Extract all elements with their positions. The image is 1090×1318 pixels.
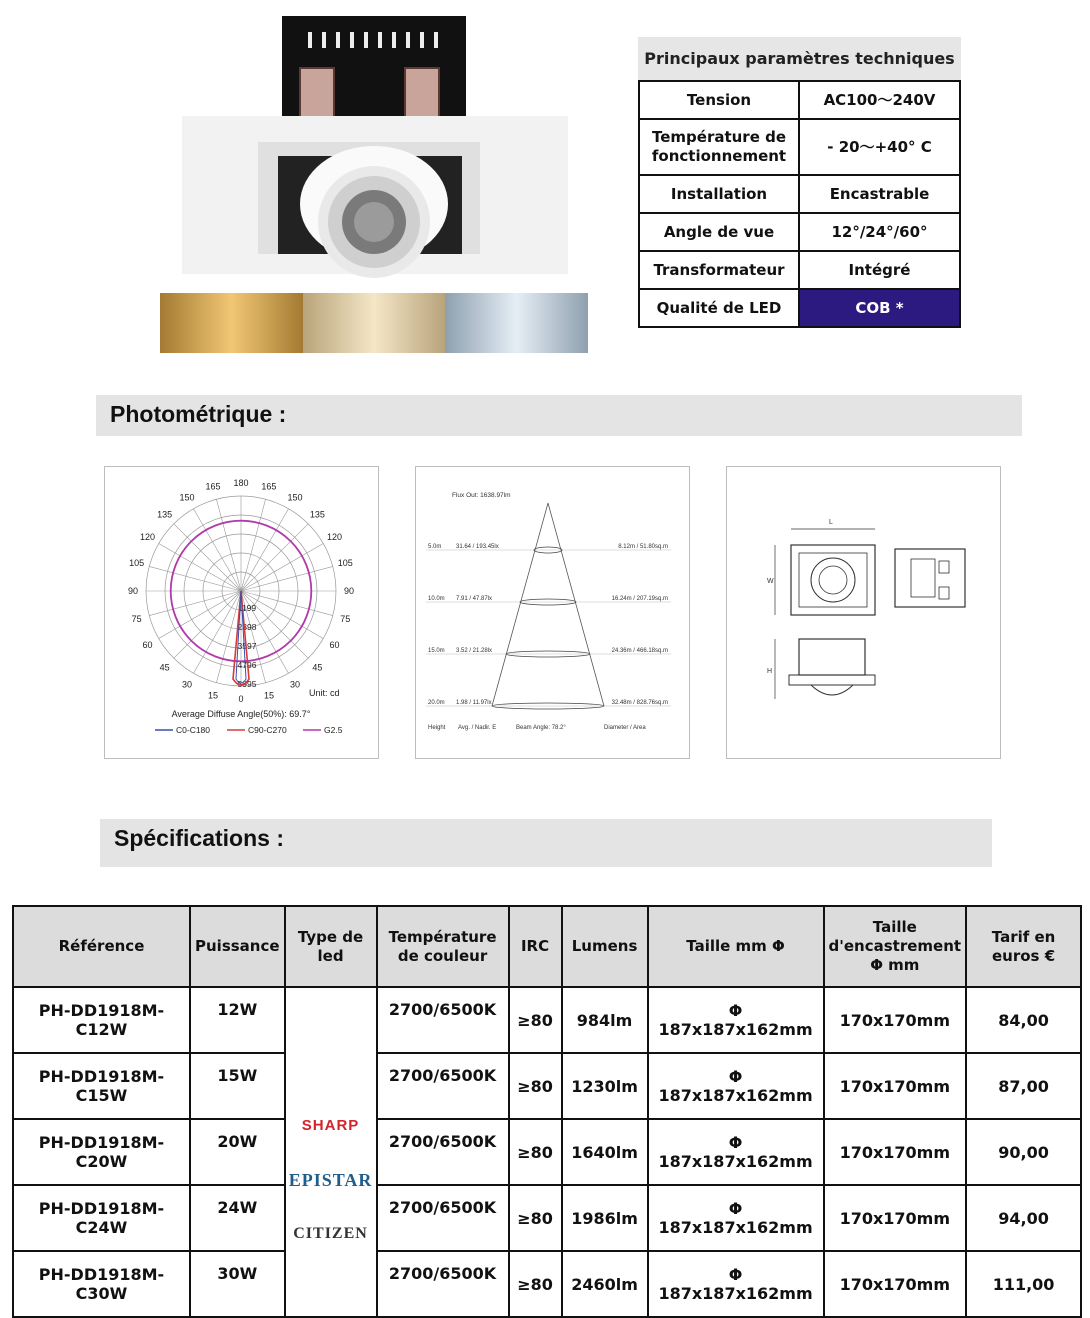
- polar-unit-label: Unit: cd: [309, 688, 340, 698]
- front-view-lens: [811, 685, 853, 695]
- spec-price: 87,00: [966, 1053, 1081, 1119]
- top-view-lens-outer: [811, 558, 855, 602]
- spec-irc: ≥80: [509, 1251, 562, 1317]
- param-row: [639, 289, 960, 327]
- spec-header: Tarif en euros €: [966, 906, 1081, 987]
- spec-power: 15W: [190, 1053, 285, 1119]
- cone-illuminance-label: 1.98 / 11.97lx: [456, 700, 492, 706]
- diffuse-angle-text: Average Diffuse Angle(50%): 69.7°: [171, 709, 311, 719]
- spec-ref: PH-DD1918M-C24W: [13, 1185, 190, 1251]
- sharp-logo: SHARP: [301, 1117, 360, 1134]
- cone-illuminance-label: 3.52 / 21.28lx: [456, 648, 493, 654]
- cone-footer-label: Diameter / Area: [604, 725, 646, 731]
- polar-angle-label: 165: [205, 481, 221, 492]
- spec-cut: 170x170mm: [824, 1251, 967, 1317]
- cone-height-label: 15.0m: [428, 648, 445, 654]
- spec-row: [13, 1251, 1081, 1317]
- downlight-illustration: [160, 16, 590, 296]
- polar-angle-label: 15: [263, 690, 274, 701]
- spec-irc: ≥80: [509, 987, 562, 1053]
- param-value: - 20～+40° C: [799, 119, 960, 175]
- spec-row: [13, 1053, 1081, 1119]
- legend-label: G2.5: [324, 725, 343, 735]
- spec-lumens: 1230lm: [562, 1053, 648, 1119]
- polar-angle-label: 30: [181, 679, 193, 690]
- polar-radial-label: 5995: [237, 679, 257, 689]
- illuminance-cone-diagram: [415, 466, 690, 759]
- legend-label: C90-C270: [248, 725, 287, 735]
- epistar-logo: EPISTAR: [288, 1170, 373, 1190]
- spec-row: [13, 1185, 1081, 1251]
- polar-angle-label: 30: [289, 679, 301, 690]
- polar-angle-label: 60: [142, 640, 153, 650]
- dimension-drawing: [726, 466, 1001, 759]
- spec-header: Lumens: [562, 906, 648, 987]
- citizen-logo: CITIZEN: [293, 1225, 368, 1242]
- spec-price: 94,00: [966, 1185, 1081, 1251]
- color-temperature-swatches: [160, 293, 588, 353]
- cone-height-label: 5.0m: [428, 544, 442, 550]
- param-label: Transformateur: [639, 251, 799, 289]
- spec-cut: 170x170mm: [824, 987, 967, 1053]
- spec-header: Température de couleur: [377, 906, 509, 987]
- param-label: Température de fonctionnement: [639, 119, 799, 175]
- spec-temp: 2700/6500K: [377, 1251, 509, 1317]
- param-row: [639, 251, 960, 289]
- spec-power: 20W: [190, 1119, 285, 1185]
- param-label: Tension: [639, 81, 799, 119]
- spec-irc: ≥80: [509, 1119, 562, 1185]
- polar-angle-label: 60: [329, 640, 340, 650]
- polar-angle-label: 15: [208, 690, 219, 701]
- cone-footer-label: Avg. / Nadir. E: [458, 725, 497, 731]
- side-view-driver: [911, 559, 935, 597]
- spec-ref: PH-DD1918M-C12W: [13, 987, 190, 1053]
- spec-row: [13, 987, 1081, 1053]
- polar-angle-label: 135: [309, 509, 325, 520]
- param-row: [639, 175, 960, 213]
- spec-size: Φ 187x187x162mm: [648, 1251, 824, 1317]
- specifications-table: [12, 905, 1082, 1318]
- param-row: [639, 213, 960, 251]
- technical-parameters: [638, 37, 961, 328]
- spec-lumens: 984lm: [562, 987, 648, 1053]
- params-table: [638, 80, 961, 328]
- spec-header: Puissance: [190, 906, 285, 987]
- polar-grid-spoke: [241, 566, 333, 591]
- polar-grid-spoke: [241, 499, 266, 591]
- polar-angle-label: 105: [337, 558, 353, 569]
- spec-ref: PH-DD1918M-C30W: [13, 1251, 190, 1317]
- cone-height-label: 10.0m: [428, 596, 445, 602]
- spec-header: Référence: [13, 906, 190, 987]
- param-value: AC100～240V: [799, 81, 960, 119]
- param-label: Angle de vue: [639, 213, 799, 251]
- top-view-frame: [791, 545, 875, 615]
- polar-angle-label: 90: [127, 586, 139, 596]
- warm-white-swatch: [160, 293, 303, 353]
- params-title: Principaux paramètres techniques: [638, 37, 961, 80]
- polar-angle-label: 135: [157, 509, 173, 520]
- photometric-heading: Photométrique :: [96, 395, 1022, 436]
- param-row: [639, 81, 960, 119]
- polar-angle-label: 45: [159, 662, 170, 673]
- spec-cut: 170x170mm: [824, 1185, 967, 1251]
- brand-spacer: [286, 1043, 376, 1099]
- cone-illuminance-label: 31.64 / 193.45lx: [456, 544, 499, 550]
- polar-chart-svg: [105, 467, 380, 760]
- height-label: H: [767, 668, 773, 675]
- spec-temp: 2700/6500K: [377, 987, 509, 1053]
- spec-temp: 2700/6500K: [377, 1185, 509, 1251]
- specifications-heading: Spécifications :: [100, 819, 992, 867]
- cone-footer-label: Beam Angle: 78.2°: [516, 725, 566, 731]
- spec-header: IRC: [509, 906, 562, 987]
- polar-angle-label: 120: [327, 532, 343, 542]
- polar-grid-spoke: [149, 566, 241, 591]
- polar-grid-spoke: [241, 524, 308, 591]
- param-label: Qualité de LED: [639, 289, 799, 327]
- polar-angle-label: 75: [131, 613, 142, 624]
- spec-ref: PH-DD1918M-C15W: [13, 1053, 190, 1119]
- polar-angle-label: 45: [312, 662, 323, 673]
- spec-lumens: 1986lm: [562, 1185, 648, 1251]
- polar-grid-spoke: [174, 524, 241, 591]
- front-view-flange: [789, 675, 875, 685]
- flux-out-text: Flux Out: 1638.97lm: [452, 492, 511, 499]
- spec-price: 84,00: [966, 987, 1081, 1053]
- top-view-lens-inner: [819, 566, 847, 594]
- cone-illuminance-label: 7.91 / 47.87lx: [456, 596, 493, 602]
- polar-angle-label: 0: [238, 694, 244, 704]
- spec-price: 111,00: [966, 1251, 1081, 1317]
- spec-power: 24W: [190, 1185, 285, 1251]
- spec-power: 30W: [190, 1251, 285, 1317]
- polar-angle-label: 120: [139, 532, 155, 542]
- spec-ref: PH-DD1918M-C20W: [13, 1119, 190, 1185]
- spec-header: Taille d'encastrement Φ mm: [824, 906, 967, 987]
- spec-irc: ≥80: [509, 1053, 562, 1119]
- spec-header: Type de led: [285, 906, 377, 987]
- cone-diameter-label: 8.12m / 51.80sq.m: [618, 544, 668, 550]
- polar-angle-label: 150: [179, 492, 195, 503]
- spec-size: Φ 187x187x162mm: [648, 1185, 824, 1251]
- polar-grid-spoke: [174, 591, 241, 658]
- spec-power: 12W: [190, 987, 285, 1053]
- spec-cut: 170x170mm: [824, 1053, 967, 1119]
- spec-irc: ≥80: [509, 1185, 562, 1251]
- legend-label: C0-C180: [176, 725, 211, 735]
- param-value: Intégré: [799, 251, 960, 289]
- side-view-clip-top: [939, 561, 949, 573]
- polar-angle-label: 165: [261, 481, 277, 492]
- cone-diameter-label: 24.36m / 466.18sq.m: [611, 648, 668, 654]
- side-view-clip-bottom: [939, 587, 949, 599]
- polar-grid-spoke: [216, 499, 241, 591]
- param-value: 12°/24°/60°: [799, 213, 960, 251]
- polar-radial-label: 2398: [237, 622, 257, 632]
- spec-lumens: 2460lm: [562, 1251, 648, 1317]
- cone-footer-label: Height: [428, 725, 446, 731]
- polar-angle-label: 90: [343, 586, 355, 596]
- width-label: W: [767, 578, 774, 585]
- polar-angle-label: 105: [129, 558, 145, 569]
- polar-angle-label: 180: [233, 478, 249, 488]
- front-view-body: [799, 639, 865, 675]
- spec-temp: 2700/6500K: [377, 1053, 509, 1119]
- polar-grid-spoke: [149, 591, 241, 616]
- param-row: [639, 119, 960, 175]
- length-label: L: [829, 519, 833, 526]
- polar-angle-label: 75: [340, 613, 351, 624]
- cone-diameter-label: 16.24m / 207.19sq.m: [611, 596, 668, 602]
- polar-radial-label: 1199: [237, 603, 257, 613]
- param-value: Encastrable: [799, 175, 960, 213]
- spec-price: 90,00: [966, 1119, 1081, 1185]
- param-label: Installation: [639, 175, 799, 213]
- param-value: COB *: [799, 289, 960, 327]
- spec-temp: 2700/6500K: [377, 1119, 509, 1185]
- neutral-white-swatch: [303, 293, 446, 353]
- spec-size: Φ 187x187x162mm: [648, 1053, 824, 1119]
- spec-cut: 170x170mm: [824, 1119, 967, 1185]
- spec-size: Φ 187x187x162mm: [648, 1119, 824, 1185]
- cone-height-label: 20.0m: [428, 700, 445, 706]
- spec-size: Φ 187x187x162mm: [648, 987, 824, 1053]
- spec-row: [13, 1119, 1081, 1185]
- led-brand-cell: [285, 987, 377, 1317]
- top-view-inner: [799, 553, 867, 607]
- cone-chart-svg: [416, 467, 691, 760]
- dimension-drawing-svg: [727, 467, 1002, 760]
- spec-lumens: 1640lm: [562, 1119, 648, 1185]
- polar-radial-label: 4796: [237, 660, 257, 670]
- cool-white-swatch: [445, 293, 588, 353]
- polar-angle-label: 150: [287, 492, 303, 503]
- side-view-frame: [895, 549, 965, 607]
- polar-candela-diagram: [104, 466, 379, 759]
- polar-radial-label: 3597: [237, 641, 257, 651]
- cone-diameter-label: 32.48m / 828.76sq.m: [611, 700, 668, 706]
- spec-header: Taille mm Φ: [648, 906, 824, 987]
